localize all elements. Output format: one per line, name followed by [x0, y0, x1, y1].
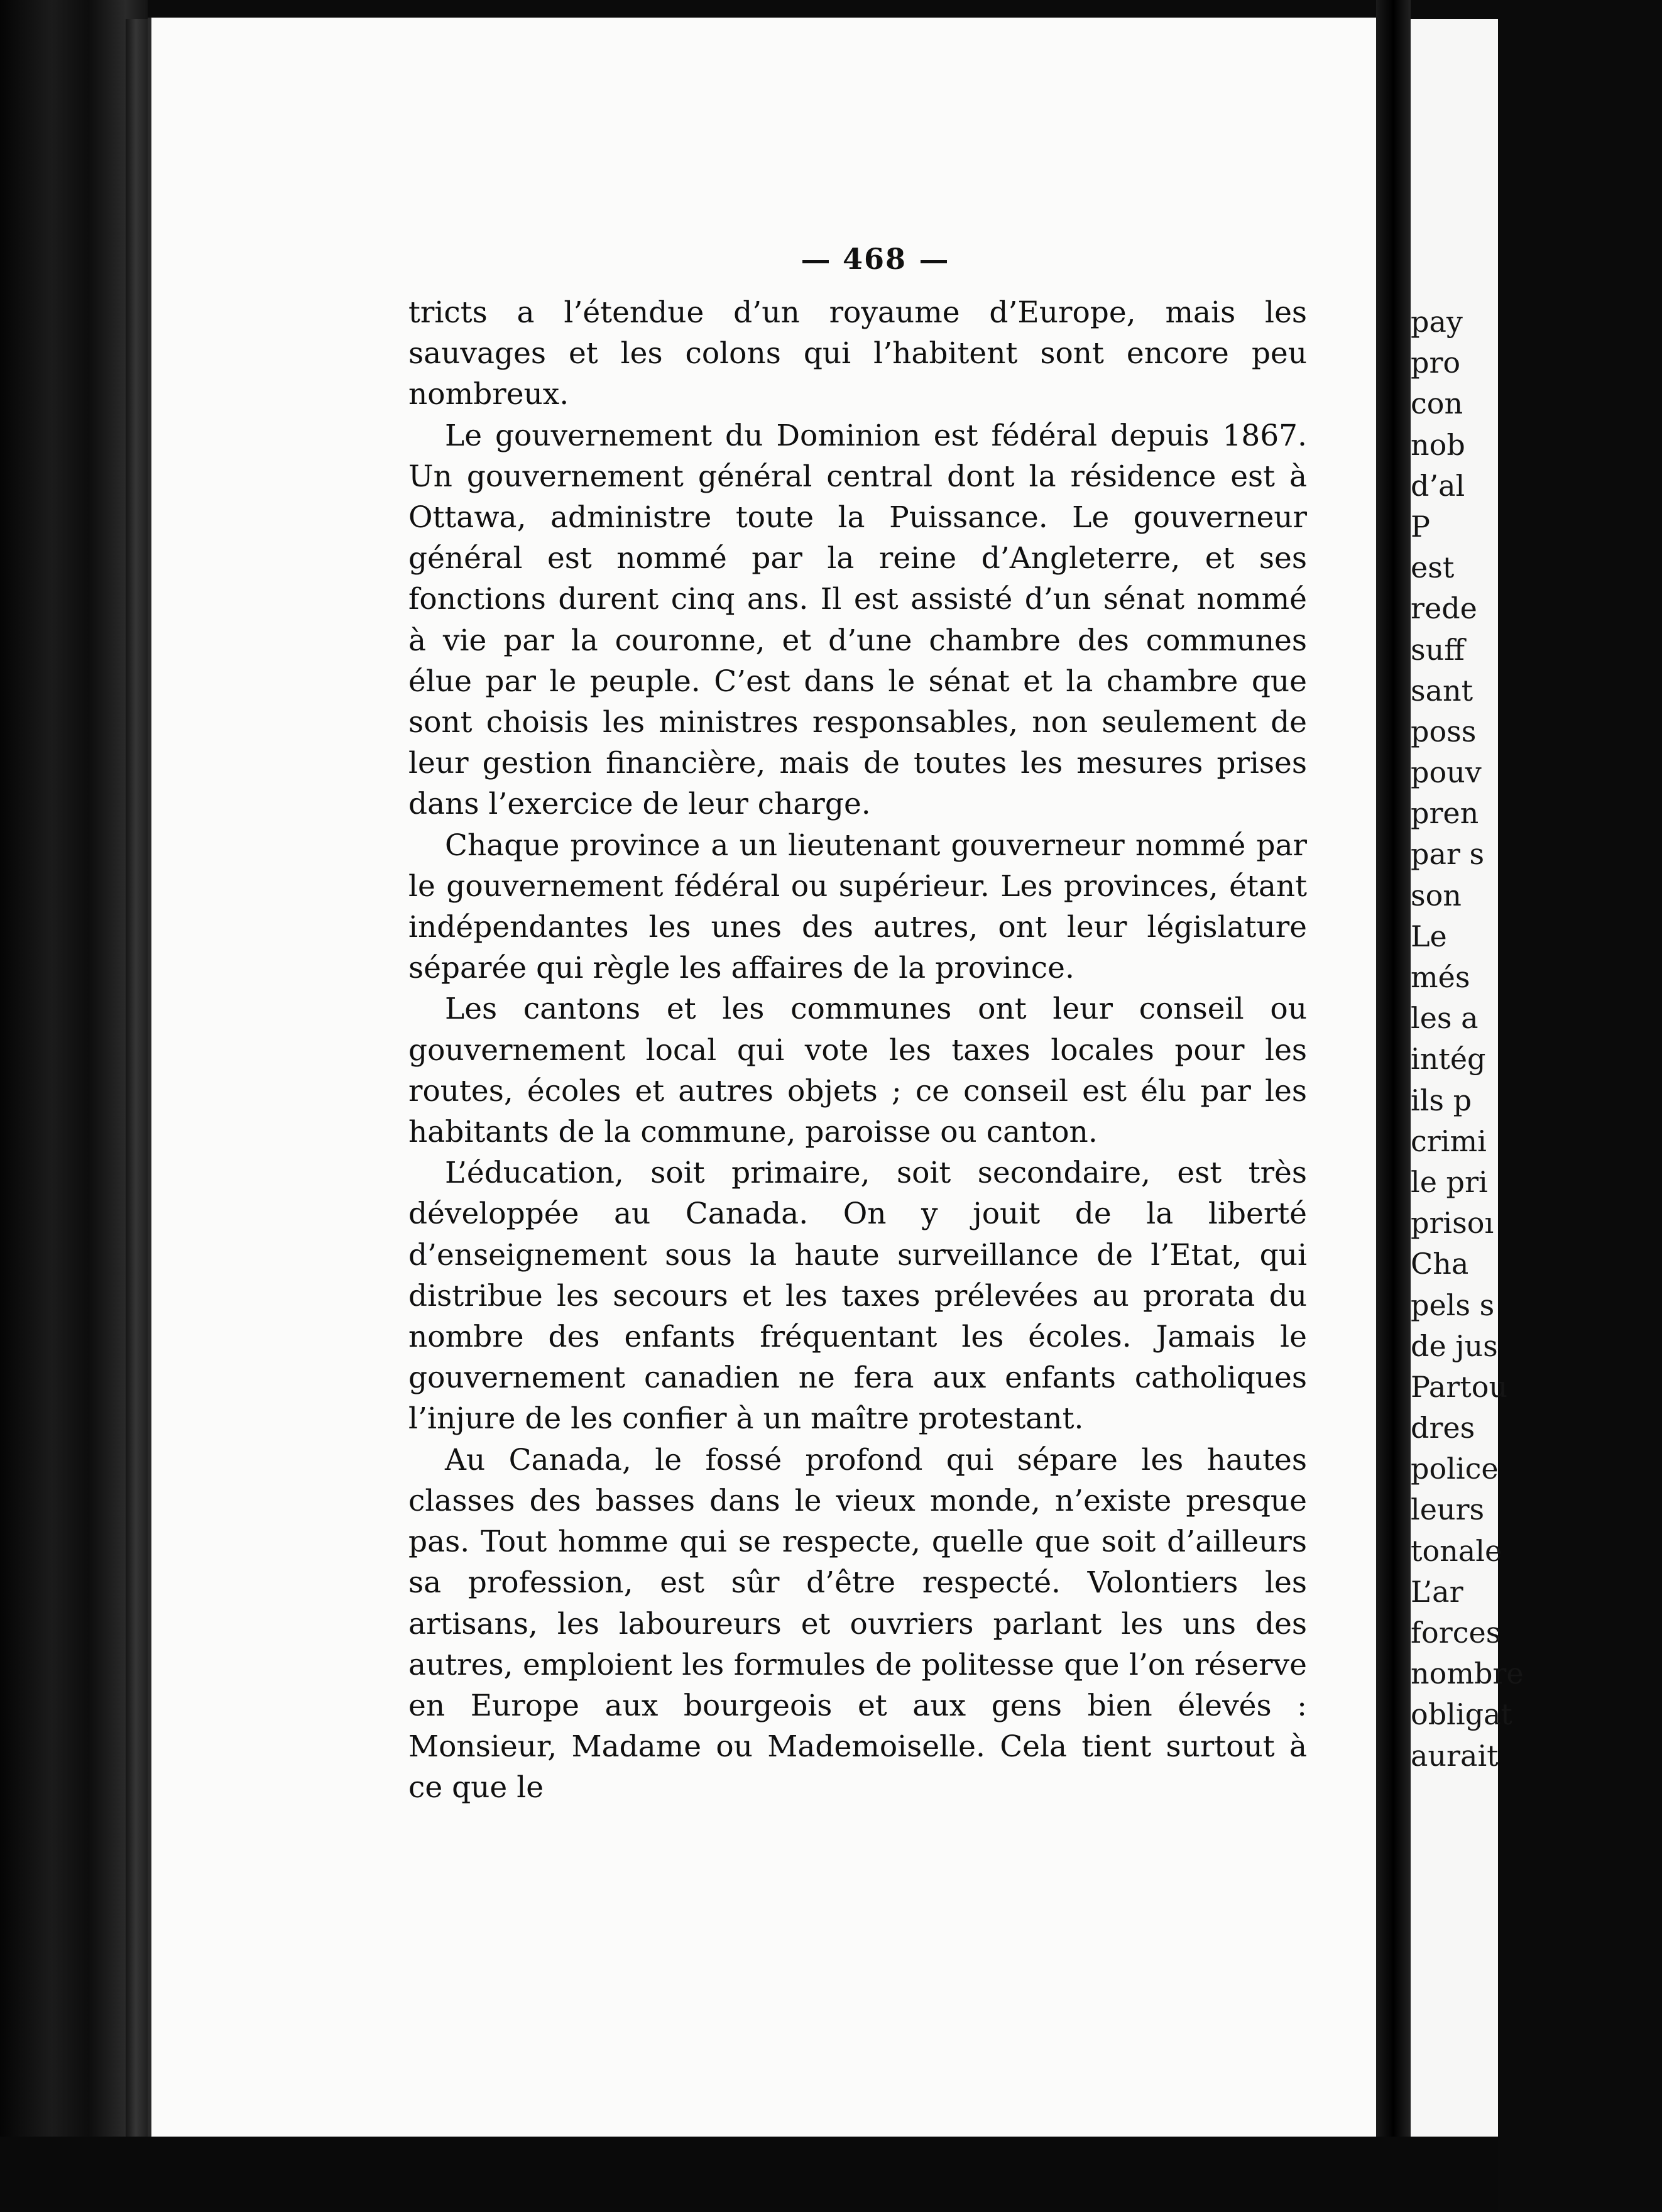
- paragraph: tricts a l’étendue d’un royaume d’Europe, mais les sauvages et les colons qui l’habitent sont encore peu nombreux.: [408, 295, 1307, 412]
- paragraph: L’éducation, soit primaire, soit secondaire, est très développée au Canada. On y jouit de la liberté d’enseignement sous la haute surveillance de l’Etat, qui distribue les secours et les taxes prélevées au prorata du nombre des enfants fréquentant les écoles. Jamais le gouvernement canadien ne fera aux enfants catholiques l’injure de les confier à un maître protestant.: [408, 1156, 1307, 1437]
- facing-line: obligat: [1411, 1697, 1512, 1732]
- facing-line: leurs: [1411, 1492, 1485, 1527]
- facing-page: [1411, 19, 1524, 2143]
- facing-line: par s: [1411, 837, 1485, 872]
- facing-line: pouv: [1411, 755, 1482, 790]
- dash-right: [921, 260, 947, 263]
- facing-line: Cha: [1411, 1247, 1469, 1281]
- facing-line: poss: [1411, 714, 1477, 748]
- facing-line: police: [1411, 1452, 1499, 1486]
- facing-line: pay: [1411, 305, 1463, 339]
- paragraph: Au Canada, le fossé profond qui sépare les hautes classes des basses dans le vieux monde, n’existe presque pas. Tout homme qui se respecte, quelle que soit d’ailleurs sa profession, est sûr d’être respecté. Volontiers les artisans, les laboureurs et ouvriers parlant les uns des autres, emploient les formules de politesse que l’on réserve en Europe aux bourgeois et aux gens bien élevés : Monsieur, Madame ou Mademoiselle. Cela tient surtout à ce que le: [408, 1442, 1307, 1805]
- facing-line: P: [1411, 509, 1430, 544]
- facing-page-text: [1411, 302, 1662, 1777]
- page-gutter: [1376, 0, 1411, 2212]
- scan-bottom-border: [0, 2137, 1498, 2212]
- facing-line: crimi: [1411, 1124, 1487, 1158]
- facing-line: le pri: [1411, 1164, 1488, 1199]
- facing-line: prisoı: [1411, 1206, 1494, 1240]
- dash-left: [802, 260, 829, 263]
- facing-line: L’ar: [1411, 1574, 1463, 1609]
- page-number: [789, 242, 961, 276]
- facing-line: tonale: [1411, 1533, 1502, 1568]
- paragraph: Chaque province a un lieutenant gouverneur nommé par le gouvernement fédéral ou supérieur. Les provinces, étant indépendantes les unes des autres, ont leur législature séparée qui règle les affaires de la province.: [408, 828, 1307, 986]
- binding-edge: [126, 19, 151, 2181]
- page-number-value: 468: [843, 242, 907, 276]
- paragraph: Le gouvernement du Dominion est fédéral depuis 1867. Un gouvernement général central dont la résidence est à Ottawa, administre toute la Puissance. Le gouverneur général est nommé par la reine d’Angleterre, et ses fonctions durent cinq ans. Il est assisté d’un sénat nommé à vie par la couronne, et d’une chambre des communes élue par le peuple. C’est dans le sénat et la chambre que sont choisis les ministres responsables, non seulement de leur gestion financière, mais de toutes les mesures prises dans l’exercice de leur charge.: [408, 418, 1307, 822]
- facing-line: est: [1411, 550, 1455, 585]
- facing-line: Le: [1411, 919, 1447, 953]
- facing-line: les a: [1411, 1001, 1479, 1036]
- facing-line: pels s: [1411, 1288, 1495, 1322]
- facing-line: pro: [1411, 346, 1461, 380]
- facing-line: aurait: [1411, 1738, 1499, 1773]
- facing-line: forces: [1411, 1616, 1501, 1650]
- facing-line: rede: [1411, 591, 1477, 626]
- facing-line: pren: [1411, 796, 1479, 831]
- facing-line: son: [1411, 878, 1462, 912]
- paragraph: Les cantons et les communes ont leur conseil ou gouvernement local qui vote les taxes locales pour les routes, écoles et autres objets ; ce conseil est élu par les habitants de la commune, paroisse ou canton.: [408, 992, 1307, 1150]
- facing-line: con: [1411, 386, 1463, 421]
- facing-line: nob: [1411, 427, 1465, 462]
- facing-line: sant: [1411, 673, 1473, 708]
- facing-line: intég: [1411, 1042, 1486, 1076]
- facing-line: Partou: [1411, 1369, 1508, 1404]
- facing-line: suff: [1411, 632, 1465, 667]
- facing-line: d’al: [1411, 468, 1465, 503]
- facing-line: nombre: [1411, 1656, 1524, 1691]
- facing-line: dres: [1411, 1411, 1475, 1445]
- page-body-text: [408, 292, 1307, 1809]
- facing-line: més: [1411, 960, 1470, 994]
- facing-line: ils p: [1411, 1083, 1472, 1117]
- facing-line: de jus: [1411, 1328, 1498, 1363]
